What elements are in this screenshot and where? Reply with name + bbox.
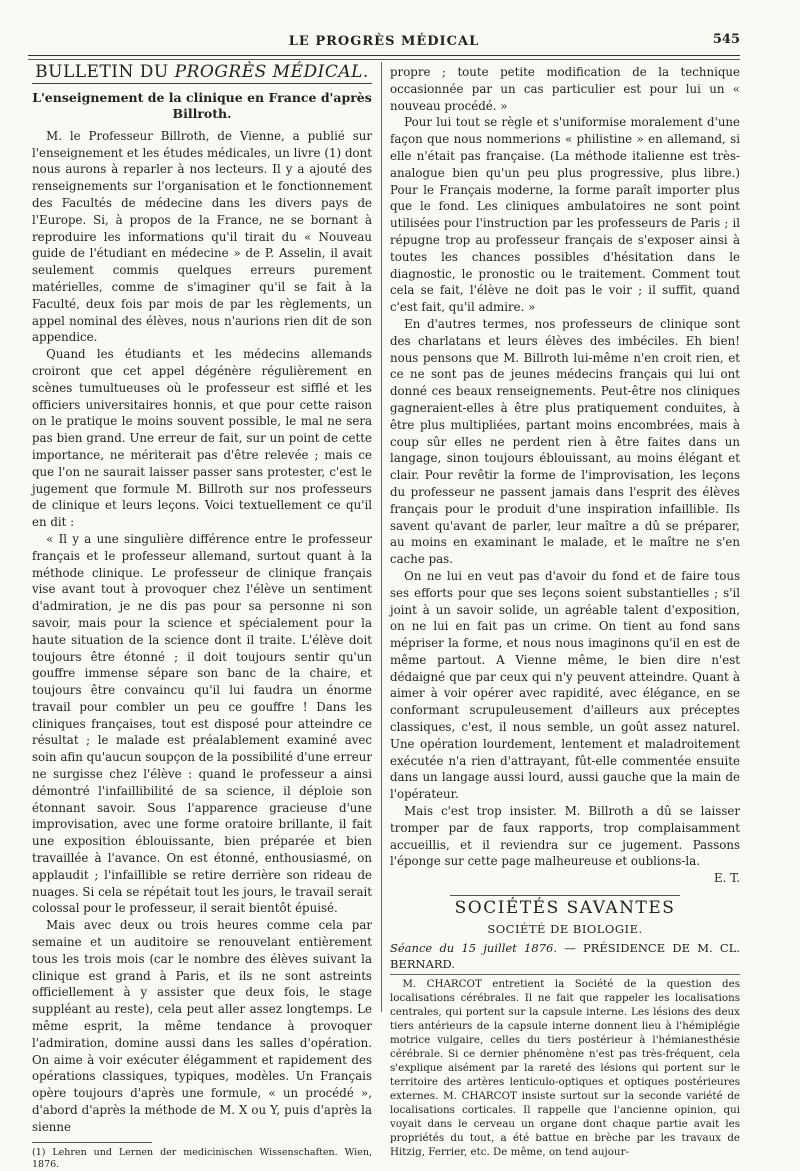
- footnote-rule: [32, 1142, 152, 1143]
- article-paragraph: Quand les étudiants et les médecins allemands croiront que cet appel dégénère régulièrement en scènes tumultueuses où le professeur est sifflé et les officiers universitaires honnis, et que pour cette raison on le pratique le moins souvent possible, le mal ne sera pas bien grand. Une erreur de fait, sur un point de cette importance, ne mériterait pas d'être relevée ; mais ce que l'on ne saurait laisser passer sans protester, c'est le jugement que formule M. Billroth sur nos professeurs de clinique et leurs leçons. Voici textuellement ce qu'il en dit :: [32, 347, 372, 530]
- article-paragraph: propre ; toute petite modification de la technique occasionnée par un cas particulier est pour lui un « nouveau procédé. »: [390, 65, 740, 113]
- footnote: (1) Lehren und Lernen der medicinischen Wissenschaften. Wien, 1876.: [32, 1146, 372, 1170]
- societes-title: SOCIÉTÉS SAVANTES: [454, 898, 676, 919]
- bulletin-title-prefix: BULLETIN DU: [35, 62, 169, 82]
- seance-date: Séance du 15 juillet 1876.: [390, 940, 557, 955]
- bulletin-title-journal: PROGRÈS MÉDICAL.: [174, 62, 369, 82]
- page-number: 545: [712, 32, 740, 47]
- article-paragraph: Pour lui tout se règle et s'uniformise moralement d'une façon que nous nommerions « philistine » en allemand, si elle n'était pas française. (La méthode italienne est très-analogue bien qu'un peu plus progressive, plus libre.) Pour le Français moderne, la forme paraît importer plus que le fond. Les cliniques ambulatoires ne sont point utilisées pour l'instruction par les professeurs de Paris ; il répugne trop au professeur français de s'exposer ainsi à toutes les chances possibles d'hésitation dans le diagnostic, le pronostic ou le traitement. Comment tout cela se fait, l'élève ne doit pas le voir ; il suffit, quand c'est fait, qu'il admire. »: [390, 115, 740, 315]
- article-paragraph: En d'autres termes, nos professeurs de clinique sont des charlatans et leurs élèves des imbéciles. Eh bien! nous pensons que M. Billroth lui-même n'en croit rien, et ce ne sont pas de jeunes médecins français qui lui ont donné ces beaux renseignements. Peut-être nos cliniques gagneraient-elles à être plus pratiquement conduites, à être plus multipliées, partant moins encombrées, mais à coup sûr elles ne perdent rien à être faites dans un langage, sinon toujours éblouissant, au moins élégant et clair. Pour revêtir la forme de l'improvisation, les leçons du professeur ne passent jamais dans l'esprit des élèves français pour le produit d'une inspiration infaillible. Ils savent qu'avant de parler, leur maître a dû se préparer, au moins en examinant le malade, et le maître ne s'en cache pas.: [390, 316, 740, 567]
- left-column: [32, 62, 372, 1170]
- signature: E. T.: [714, 871, 740, 886]
- bulletin-title: [32, 64, 372, 84]
- header-rule: [28, 55, 740, 56]
- header-rule-thin: [28, 59, 740, 60]
- right-column: [390, 64, 741, 1159]
- article-title: L'enseignement de la clinique en France d'après Billroth.: [32, 89, 372, 121]
- seance-line: [390, 940, 740, 976]
- society-name: SOCIÉTÉ DE BIOLOGIE.: [487, 921, 643, 936]
- societe-paragraph: M. CHARCOT entretient la Société de la question des localisations cérébrales. Il ne fait que rappeler les localisations centrales, qui portent sur la capsule interne. Les lésions des deux tiers antérieurs de la capsule interne donnent lieu à l'hémiplégie motrice vulgaire, celles du tiers postérieur à l'hémianesthésie cérébrale. Si ce dernier phénomène n'est pas très-fréquent, cela s'explique aisément par la rareté des lésions qui portent sur le territoire des artères lenticulo-optiques et optiques postérieures externes. M. CHARCOT insiste surtout sur la seconde variété de localisations corticales. Il rappelle que l'ancienne opinion, qui voyait dans le cerveau un organe dont chaque partie avait les propriétés du tout, a été battue en brèche par les travaux de Hitzig, Ferrier, etc. De même, on tend aujour-: [390, 978, 740, 1159]
- column-divider: [381, 62, 382, 1012]
- page-header: [28, 32, 740, 56]
- article-paragraph: « Il y a une singulière différence entre le professeur français et le professeur allemand, surtout quant à la méthode clinique. Le professeur de clinique français vise avant tout à provoquer chez l'élève un sentiment d'admiration, je ne dis pas pour sa personne ni son savoir, mais pour la science et spécialement pour la haute situation de la science dont il traite. L'élève doit toujours être étonné ; il doit toujours sentir qu'un gouffre immense sépare son banc de la chaire, et toujours être convaincu qu'il lui faudra un énorme travail pour combler un peu ce gouffre ! Dans les cliniques françaises, tout est disposé pour atteindre ce résultat ; le malade est préalablement examiné avec soin afin qu'aucun soupçon de la possibilité d'une erreur ne surgisse chez l'élève : quand le professeur a ainsi démontré l'infaillibilité de sa science, il déploie son étonnant savoir. Sous l'apparence gracieuse d'une improvisation, avec une forme oratoire brillante, il fait une exposition éblouissante, bien préparée et bien travaillée à l'avance. On est étonné, enthousiasmé, on applaudit ; l'infaillible se retire derrière son rideau de nuages. Si cela se répétait tout les jours, le travail serait colossal pour le professeur, il serait bientôt épuisé.: [32, 531, 372, 916]
- article-paragraph: M. le Professeur Billroth, de Vienne, a publié sur l'enseignement et les études médicales, un livre (1) dont nous aurons à reparler à nos lecteurs. Il y a ajouté des renseignements sur l'organisation et le fonctionnement des Facultés de médecine dans les divers pays de l'Europe. Si, à propos de la France, ne se bornant à reproduire les informations qu'il tirait du « Nouveau guide de l'étudiant en médecine » de P. Asselin, il avait seulement commis quelques erreurs purement matérielles, comme de s'imaginer qu'il se fait à la Faculté, deux fois par mois de par les règlements, un appel nominal des élèves, nous n'aurions rien dit de son appendice.: [32, 128, 372, 345]
- seance-presidence: — PRÉSIDENCE DE M. CL. BERNARD.: [390, 940, 741, 972]
- running-title: LE PROGRÈS MÉDICAL: [288, 34, 480, 49]
- article-paragraph: Mais c'est trop insister. M. Billroth a dû se laisser tromper par de faux rapports, trop complaisamment accueillis, et il reviendra sur ce jugement. Passons l'éponge sur cette page malheureuse et oublions-la.: [390, 804, 740, 869]
- signature-line: [390, 870, 740, 887]
- article-paragraph: On ne lui en veut pas d'avoir du fond et de faire tous ses efforts pour que ses leçons soient substantielles ; s'il joint à un savoir solide, un agréable talent d'exposition, on ne lui en fait pas un crime. On tient au fond sans mépriser la forme, et nous nous imaginons qu'il en est de même partout. A Vienne même, le bien dire n'est dédaigné que par ceux qui n'y peuvent atteindre. Quant à aimer à voir opérer avec rapidité, avec élégance, en se conformant scrupuleusement d'ailleurs aux préceptes classiques, c'est, il nous semble, un goût assez naturel. Une opération lourdement, lentement et maladroitement exécutée n'a rien d'attrayant, fût-elle commentée ensuite dans un langage aussi lourd, aussi gauche que la main de l'opérateur.: [390, 568, 740, 802]
- section-divider: [450, 895, 680, 896]
- article-paragraph: Mais avec deux ou trois heures comme cela par semaine et un auditoire se renouvelant entièrement tous les trois mois (car le nombre des élèves suivant la clinique est grand à Paris, et ils ne sont astreints officiellement à y assister que deux fois, le stage suppléant au reste), cela peut aller assez longtemps. Le même esprit, la même tendance à provoquer l'admiration, domine aussi dans les salles d'opération. On aime à voir exécuter élégamment et rapidement des opérations classiques, typiques, modèles. Un Français opère toujours d'après une formule, « un procédé », d'abord d'après la méthode de M. X ou Y, puis d'après la sienne: [32, 918, 372, 1134]
